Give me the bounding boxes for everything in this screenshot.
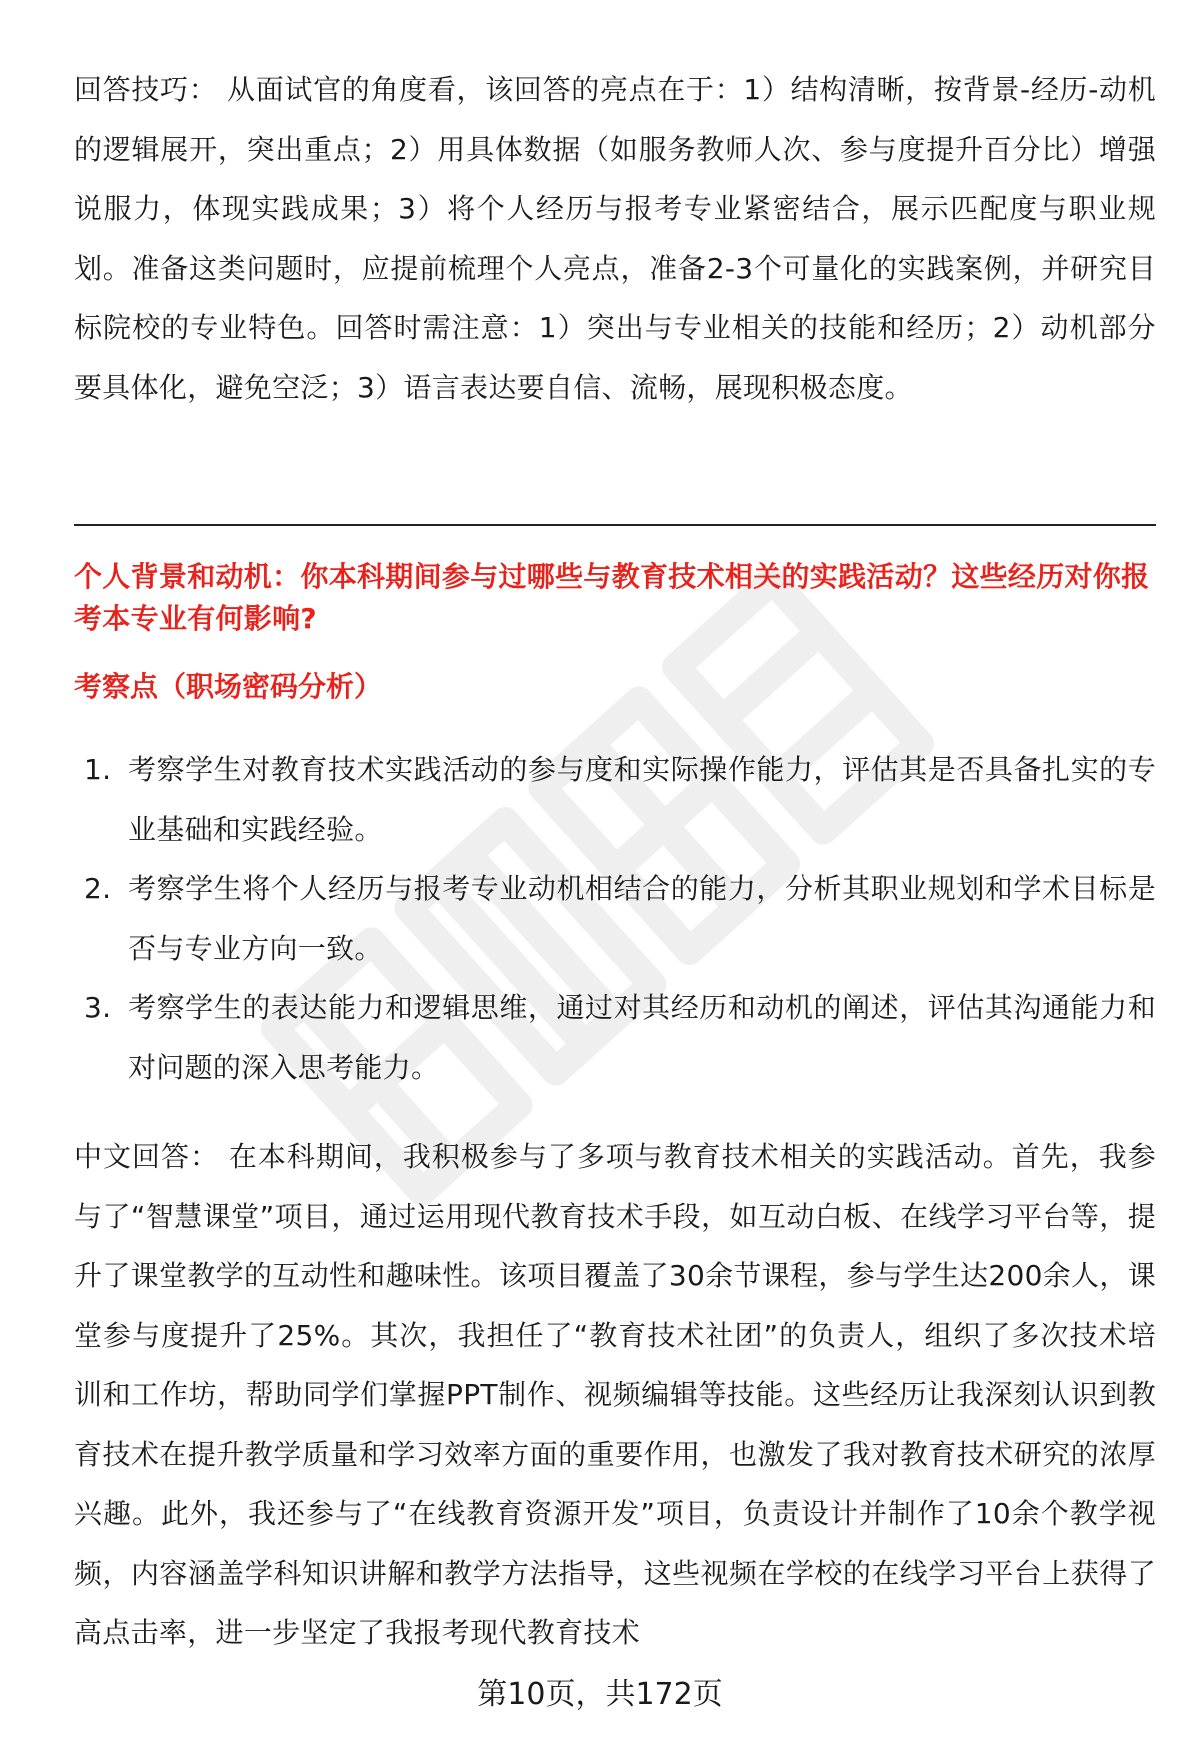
question-heading: 个人背景和动机：你本科期间参与过哪些与教育技术相关的实践活动？这些经历对你报考本专业有何影响? <box>74 560 1150 635</box>
answer-section <box>74 1127 1156 1663</box>
assessment-subheading: 考察点（职场密码分析） <box>74 670 383 703</box>
list-item <box>74 978 1156 1097</box>
list-item-text: 考察学生的表达能力和逻辑思维，通过对其经历和动机的阐述，评估其沟通能力和对问题的深入思考能力。 <box>128 991 1156 1084</box>
tips-paragraph <box>74 60 1156 417</box>
tips-label: 回答技巧： <box>74 73 218 106</box>
list-item-number: 3. <box>84 991 112 1024</box>
answer-paragraph <box>74 1127 1156 1663</box>
page-number: 第10页，共172页 <box>477 1677 723 1712</box>
list-item-number: 1. <box>84 753 112 786</box>
list-item-text: 考察学生将个人经历与报考专业动机相结合的能力，分析其职业规划和学术目标是否与专业方向一致。 <box>128 872 1156 965</box>
list-item-number: 2. <box>84 872 112 905</box>
tips-text: 从面试官的角度看，该回答的亮点在于：1）结构清晰，按背景-经历-动机的逻辑展开，突出重点；2）用具体数据（如服务教师人次、参与度提升百分比）增强说服力，体现实践成果；3）将个人经历与报考专业紧密结合，展示匹配度与职业规划。准备这类问题时，应提前梳理个人亮点，准备2-3个可量化的实践案例，并研究目标院校的专业特色。回答时需注意：1）突出与专业相关的技能和经历；2）动机部分要具体化，避免空泛；3）语言表达要自信、流畅，展现积极态度。 <box>74 73 1156 404</box>
list-item <box>74 740 1156 859</box>
tips-section <box>74 60 1156 417</box>
answer-text: 在本科期间，我积极参与了多项与教育技术相关的实践活动。首先，我参与了“智慧课堂”项目，通过运用现代教育技术手段，如互动白板、在线学习平台等，提升了课堂教学的互动性和趣味性。该项目覆盖了30余节课程，参与学生达200余人，课堂参与度提升了25%。其次，我担任了“教育技术社团”的负责人，组织了多次技术培训和工作坊，帮助同学们掌握PPT制作、视频编辑等技能。这些经历让我深刻认识到教育技术在提升教学质量和学习效率方面的重要作用，也激发了我对教育技术研究的浓厚兴趣。此外，我还参与了“在线教育资源开发”项目，负责设计并制作了10余个教学视频，内容涵盖学科知识讲解和教学方法指导，这些视频在学校的在线学习平台上获得了高点击率，进一步坚定了我报考现代教育技术 <box>74 1140 1157 1649</box>
assessment-points-list <box>74 740 1156 1097</box>
list-item-text: 考察学生对教育技术实践活动的参与度和实际操作能力，评估其是否具备扎实的专业基础和实践经验。 <box>128 753 1156 846</box>
answer-label: 中文回答： <box>74 1140 219 1173</box>
section-divider <box>74 524 1156 526</box>
list-item <box>74 859 1156 978</box>
